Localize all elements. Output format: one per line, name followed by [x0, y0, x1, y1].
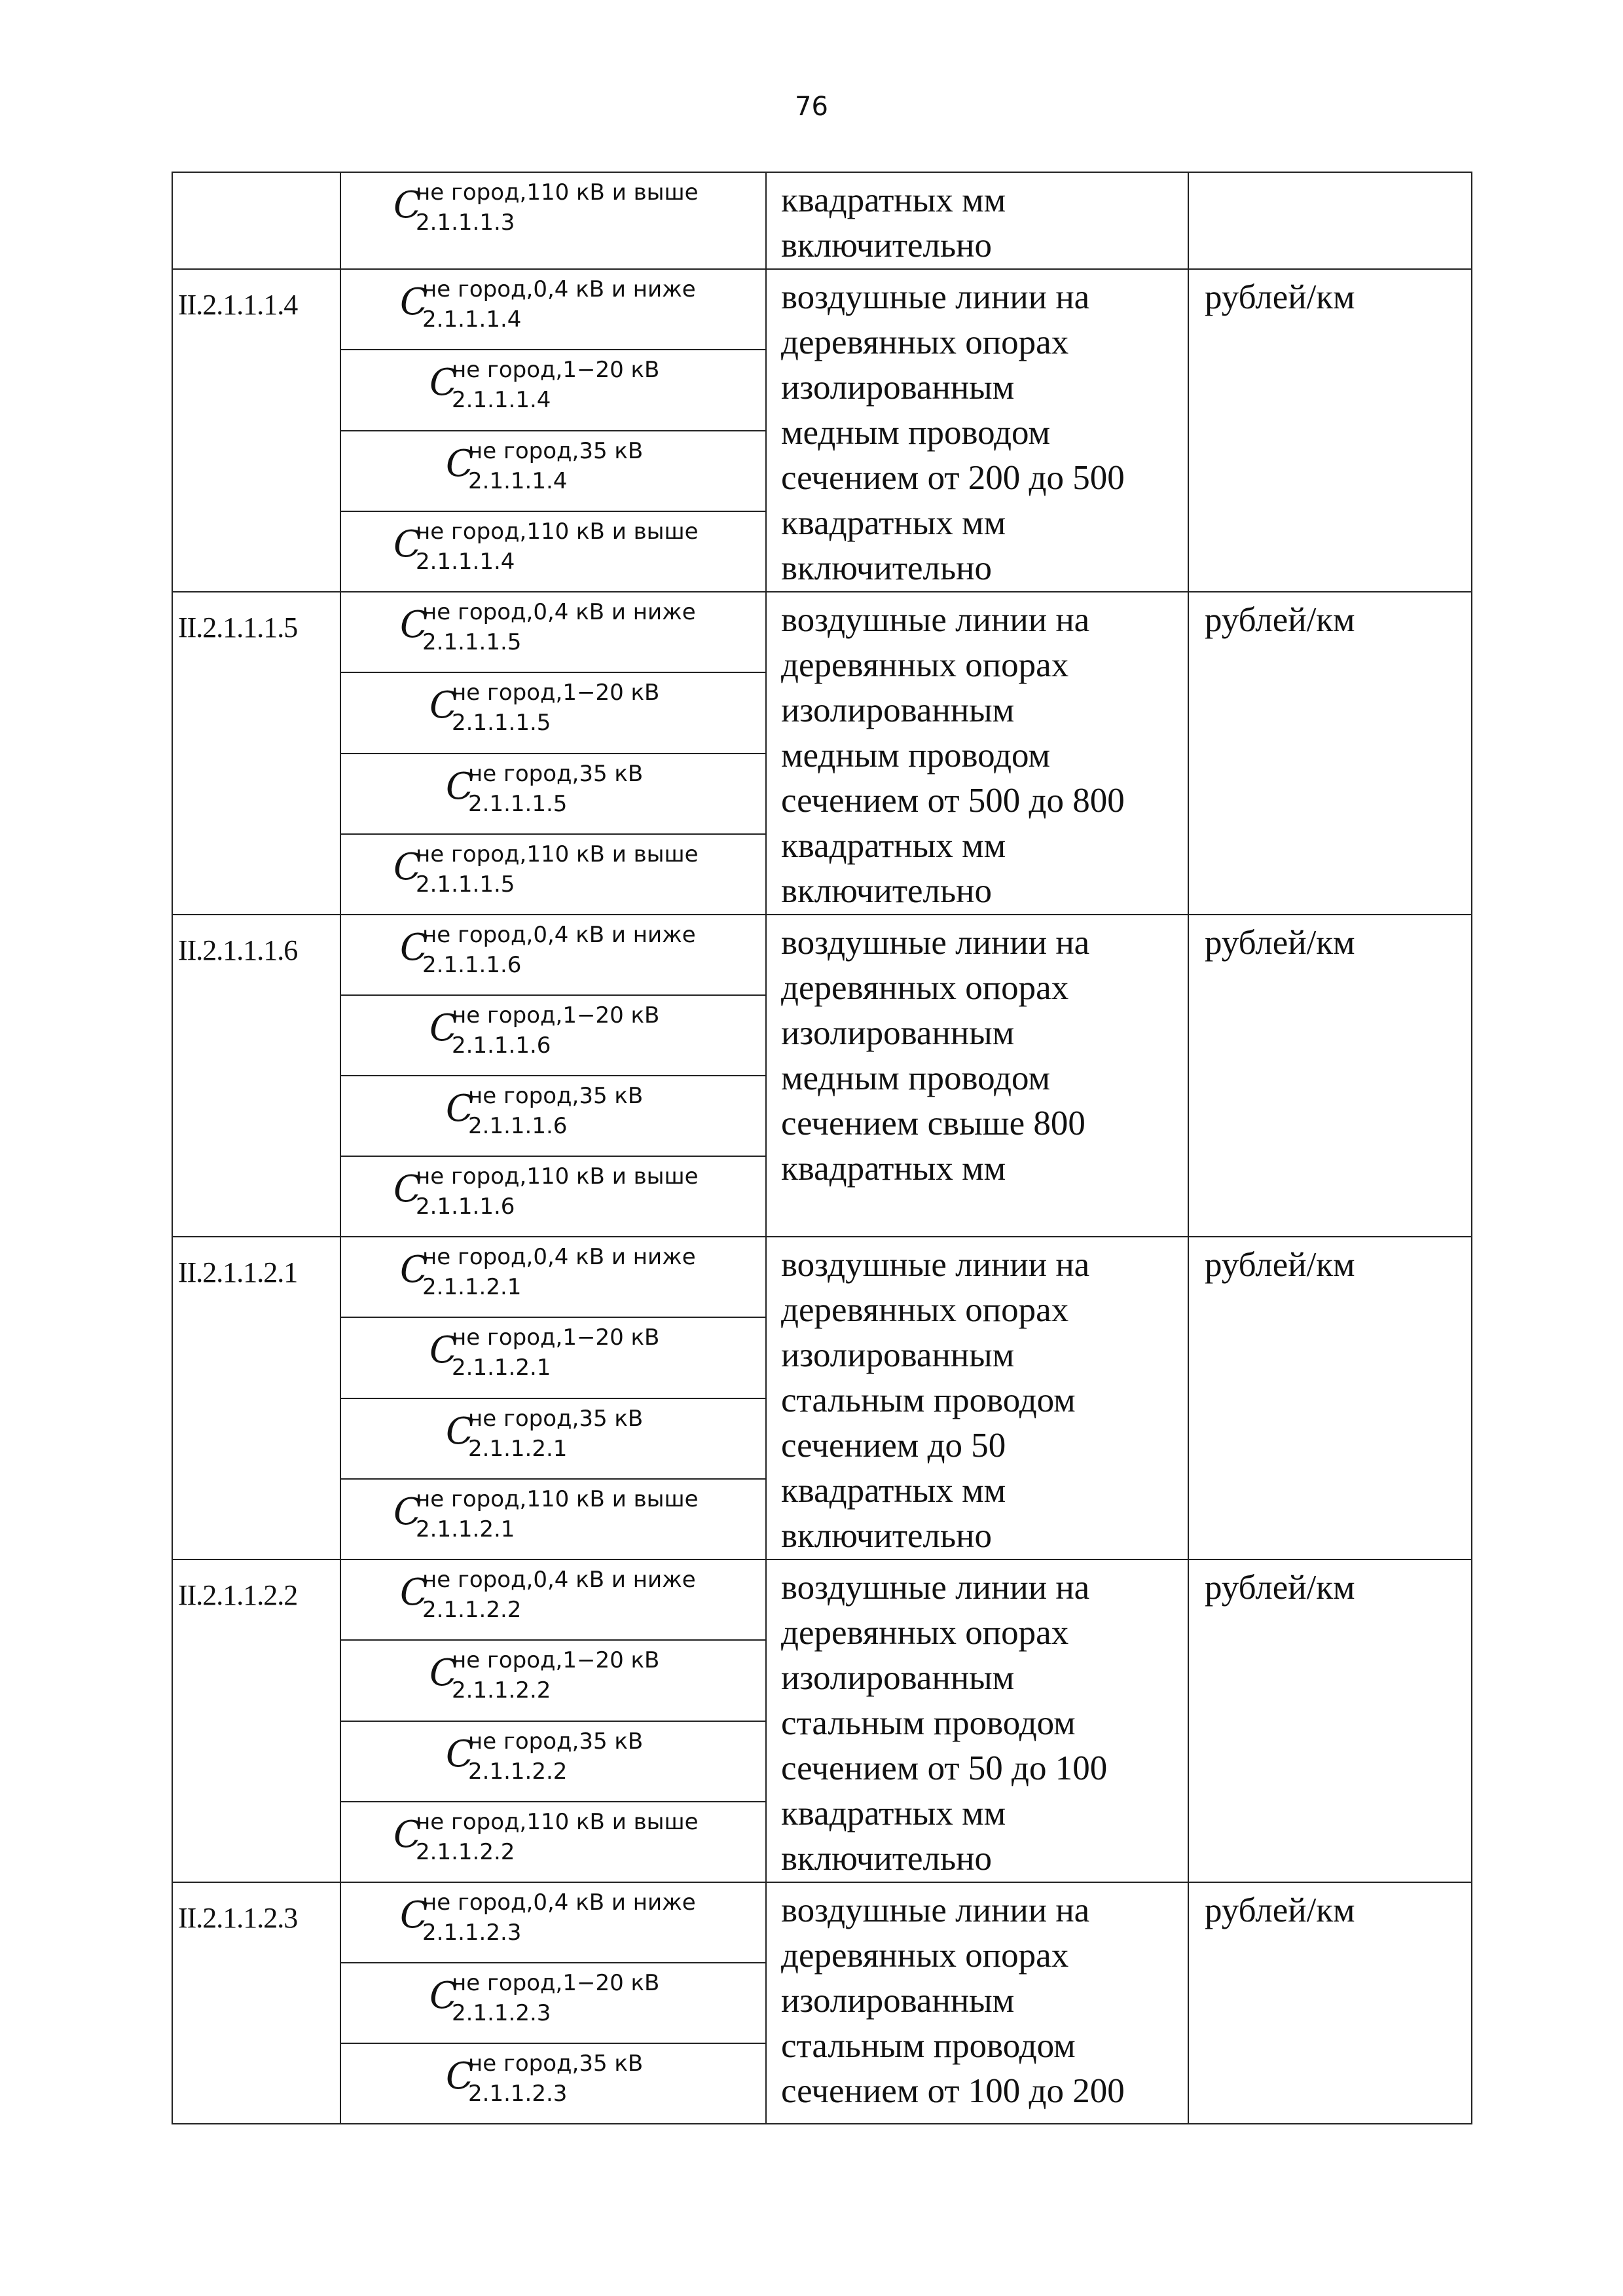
row-code: II.2.1.1.2.1	[172, 1237, 340, 1559]
formula-letter: C	[400, 1571, 428, 1614]
formula-subscript: 2.1.1.2.1	[452, 1355, 551, 1381]
description-line: изолированным	[781, 691, 1015, 729]
formula-superscript: не город,35 кВ	[468, 437, 644, 464]
formula-letter: C	[393, 845, 422, 888]
formula-superscript: не город,1−20 кВ	[452, 1002, 660, 1029]
description-line: деревянных опорах	[781, 646, 1069, 684]
formula-letter: C	[400, 1248, 428, 1291]
formula-subscript: 2.1.1.1.5	[468, 790, 568, 817]
tariff-table	[172, 172, 1472, 2124]
formula-superscript: не город,1−20 кВ	[452, 1324, 660, 1351]
formula-superscript: не город,0,4 кВ и ниже	[422, 922, 696, 948]
formula-superscript: не город,35 кВ	[468, 1083, 644, 1109]
table-row	[172, 592, 1472, 672]
formula-cell	[340, 1398, 766, 1479]
unit-cell: рублей/км	[1188, 1882, 1472, 2124]
formula-cell	[340, 1237, 766, 1317]
row-code: II.2.1.1.2.2	[172, 1559, 340, 1882]
formula-subscript: 2.1.1.1.5	[416, 871, 515, 898]
description-line: квадратных мм	[781, 827, 1006, 865]
description-cell	[766, 1237, 1188, 1559]
description-line: квадратных мм	[781, 1150, 1006, 1188]
description-cell	[766, 269, 1188, 592]
formula-cell	[340, 915, 766, 995]
unit-cell: рублей/км	[1188, 1237, 1472, 1559]
formula-subscript: 2.1.1.2.2	[422, 1597, 522, 1623]
formula-cell	[340, 834, 766, 915]
description-cell	[766, 1559, 1188, 1882]
unit-cell: рублей/км	[1188, 269, 1472, 592]
description-line: деревянных опорах	[781, 1614, 1069, 1652]
formula-superscript: не город,35 кВ	[468, 1728, 644, 1755]
unit-cell: рублей/км	[1188, 592, 1472, 915]
description-line: изолированным	[781, 1336, 1015, 1374]
description-line: изолированным	[781, 1014, 1015, 1052]
formula-letter: C	[446, 2055, 474, 2098]
description-line: медным проводом	[781, 1059, 1051, 1097]
formula-letter: C	[429, 1652, 458, 1695]
formula-subscript: 2.1.1.1.4	[422, 306, 522, 333]
formula-cell	[340, 592, 766, 672]
formula-subscript: 2.1.1.1.4	[452, 387, 551, 414]
formula-subscript: 2.1.1.2.1	[416, 1516, 515, 1542]
formula-letter: C	[429, 1975, 458, 2017]
unit-cell	[1188, 172, 1472, 269]
formula-subscript: 2.1.1.2.3	[422, 1920, 522, 1946]
formula-letter: C	[429, 1329, 458, 1372]
formula-superscript: не город,35 кВ	[468, 2050, 644, 2077]
formula-cell	[340, 2043, 766, 2124]
formula-letter: C	[400, 281, 428, 323]
row-code-cell	[172, 172, 340, 269]
unit-cell: рублей/км	[1188, 915, 1472, 1237]
formula-subscript: 2.1.1.2.2	[452, 1677, 551, 1704]
row-code: II.2.1.1.1.4	[172, 269, 340, 592]
formula-letter: C	[400, 604, 428, 646]
formula-cell	[340, 269, 766, 350]
formula-cell	[340, 1802, 766, 1882]
description-line: стальным проводом	[781, 2027, 1076, 2065]
formula-subscript: 2.1.1.1.6	[468, 1113, 568, 1139]
description-line: стальным проводом	[781, 1704, 1076, 1742]
description-line: воздушные линии на	[781, 1569, 1090, 1607]
formula-subscript: 2.1.1.1.5	[422, 629, 522, 655]
formula-superscript: не город,35 кВ	[468, 1405, 644, 1432]
table-row	[172, 1559, 1472, 1640]
formula-cell	[340, 1559, 766, 1640]
formula-superscript: не город,110 кВ и выше	[416, 518, 699, 545]
formula-superscript: не город,0,4 кВ и ниже	[422, 1244, 696, 1270]
description-line: деревянных опорах	[781, 1937, 1069, 1975]
formula-subscript: 2.1.1.1.4	[416, 548, 515, 575]
formula-subscript: 2.1.1.2.1	[468, 1435, 568, 1462]
formula-letter: C	[393, 522, 422, 566]
description-line: медным проводом	[781, 737, 1051, 774]
formula-cell	[340, 1317, 766, 1398]
formula-superscript: не город,110 кВ и выше	[416, 179, 699, 206]
formula-subscript: 2.1.1.2.2	[468, 1758, 568, 1785]
description-line: изолированным	[781, 1982, 1015, 2020]
description-cell	[766, 915, 1188, 1237]
formula-superscript: не город,110 кВ и выше	[416, 1163, 699, 1190]
description-line: воздушные линии на	[781, 1246, 1090, 1284]
formula-letter: C	[429, 1007, 458, 1049]
table-row	[172, 1882, 1472, 1963]
description-line: включительно	[781, 227, 992, 264]
formula-letter: C	[429, 361, 458, 405]
description-line: изолированным	[781, 1659, 1015, 1697]
page-number: 76	[795, 92, 828, 122]
formula-letter: C	[446, 442, 474, 485]
formula-cell	[340, 1076, 766, 1156]
table-row	[172, 1237, 1472, 1317]
formula-superscript: не город,0,4 кВ и ниже	[422, 599, 696, 625]
formula-letter: C	[393, 1490, 422, 1533]
table-body	[172, 172, 1472, 2124]
description-line: включительно	[781, 1517, 992, 1555]
table-row	[172, 269, 1472, 350]
formula-letter: C	[393, 184, 422, 227]
formula-subscript: 2.1.1.1.5	[452, 710, 551, 737]
formula-subscript: 2.1.1.1.6	[422, 952, 522, 978]
formula-letter: C	[400, 1894, 428, 1937]
row-code: II.2.1.1.2.3	[172, 1882, 340, 2124]
description-cell	[766, 1882, 1188, 2124]
description-line: квадратных мм	[781, 504, 1006, 542]
description-line: воздушные линии на	[781, 601, 1090, 639]
description-line: изолированным	[781, 369, 1015, 407]
description-line: деревянных опорах	[781, 323, 1069, 361]
formula-letter: C	[429, 684, 458, 727]
table-row	[172, 172, 1472, 269]
description-line: сечением свыше 800	[781, 1104, 1085, 1142]
description-line: включительно	[781, 549, 992, 587]
formula-cell	[340, 1882, 766, 1963]
formula-cell	[340, 754, 766, 834]
description-line: сечением от 500 до 800	[781, 782, 1125, 820]
formula-cell	[340, 431, 766, 511]
formula-letter: C	[446, 1087, 474, 1130]
formula-cell	[340, 1156, 766, 1237]
description-line: сечением до 50	[781, 1427, 1006, 1465]
formula-letter: C	[446, 1732, 474, 1776]
formula-superscript: не город,0,4 кВ и ниже	[422, 276, 696, 302]
formula-subscript: 2.1.1.2.3	[452, 2000, 551, 2026]
row-code: II.2.1.1.1.6	[172, 915, 340, 1237]
formula-cell	[340, 672, 766, 753]
formula-cell	[340, 1721, 766, 1802]
description-cell	[766, 172, 1188, 269]
formula-cell	[340, 1479, 766, 1559]
formula-superscript: не город,0,4 кВ и ниже	[422, 1889, 696, 1916]
formula-letter: C	[446, 765, 474, 808]
formula-subscript: 2.1.1.1.4	[468, 467, 568, 494]
formula-letter: C	[446, 1410, 474, 1453]
formula-subscript: 2.1.1.2.2	[416, 1838, 515, 1865]
description-line: сечением от 200 до 500	[781, 459, 1125, 497]
table-row	[172, 915, 1472, 995]
description-line: квадратных мм	[781, 181, 1006, 219]
description-line: воздушные линии на	[781, 924, 1090, 962]
description-line: сечением от 100 до 200	[781, 2072, 1125, 2110]
formula-superscript: не город,1−20 кВ	[452, 357, 660, 384]
description-line: воздушные линии на	[781, 1891, 1090, 1929]
formula-letter: C	[393, 1813, 422, 1856]
description-line: сечением от 50 до 100	[781, 1749, 1108, 1787]
unit-cell: рублей/км	[1188, 1559, 1472, 1882]
row-code: II.2.1.1.1.5	[172, 592, 340, 915]
formula-superscript: не город,35 кВ	[468, 760, 644, 787]
formula-letter: C	[400, 926, 428, 969]
formula-cell	[340, 1963, 766, 2043]
formula-subscript: 2.1.1.2.1	[422, 1274, 522, 1300]
formula-superscript: не город,1−20 кВ	[452, 680, 660, 706]
description-line: стальным проводом	[781, 1381, 1076, 1419]
formula-superscript: не город,110 кВ и выше	[416, 1485, 699, 1512]
description-line: воздушные линии на	[781, 278, 1090, 316]
formula-subscript: 2.1.1.1.6	[452, 1032, 551, 1059]
formula-subscript: 2.1.1.1.3	[416, 210, 515, 236]
description-line: включительно	[781, 1840, 992, 1878]
formula-cell	[340, 172, 766, 269]
formula-superscript: не город,0,4 кВ и ниже	[422, 1567, 696, 1593]
formula-subscript: 2.1.1.1.6	[416, 1194, 515, 1220]
formula-superscript: не город,1−20 кВ	[452, 1970, 660, 1996]
formula-superscript: не город,110 кВ и выше	[416, 1808, 699, 1835]
formula-superscript: не город,1−20 кВ	[452, 1647, 660, 1674]
description-line: деревянных опорах	[781, 969, 1069, 1007]
description-line: квадратных мм	[781, 1795, 1006, 1832]
formula-cell	[340, 995, 766, 1076]
formula-cell	[340, 511, 766, 592]
formula-subscript: 2.1.1.2.3	[468, 2081, 568, 2107]
description-cell	[766, 592, 1188, 915]
formula-cell	[340, 1640, 766, 1721]
formula-superscript: не город,110 кВ и выше	[416, 841, 699, 867]
formula-letter: C	[393, 1168, 422, 1211]
formula-cell	[340, 350, 766, 430]
description-line: включительно	[781, 872, 992, 910]
description-line: медным проводом	[781, 414, 1051, 452]
description-line: деревянных опорах	[781, 1291, 1069, 1329]
description-line: квадратных мм	[781, 1472, 1006, 1510]
